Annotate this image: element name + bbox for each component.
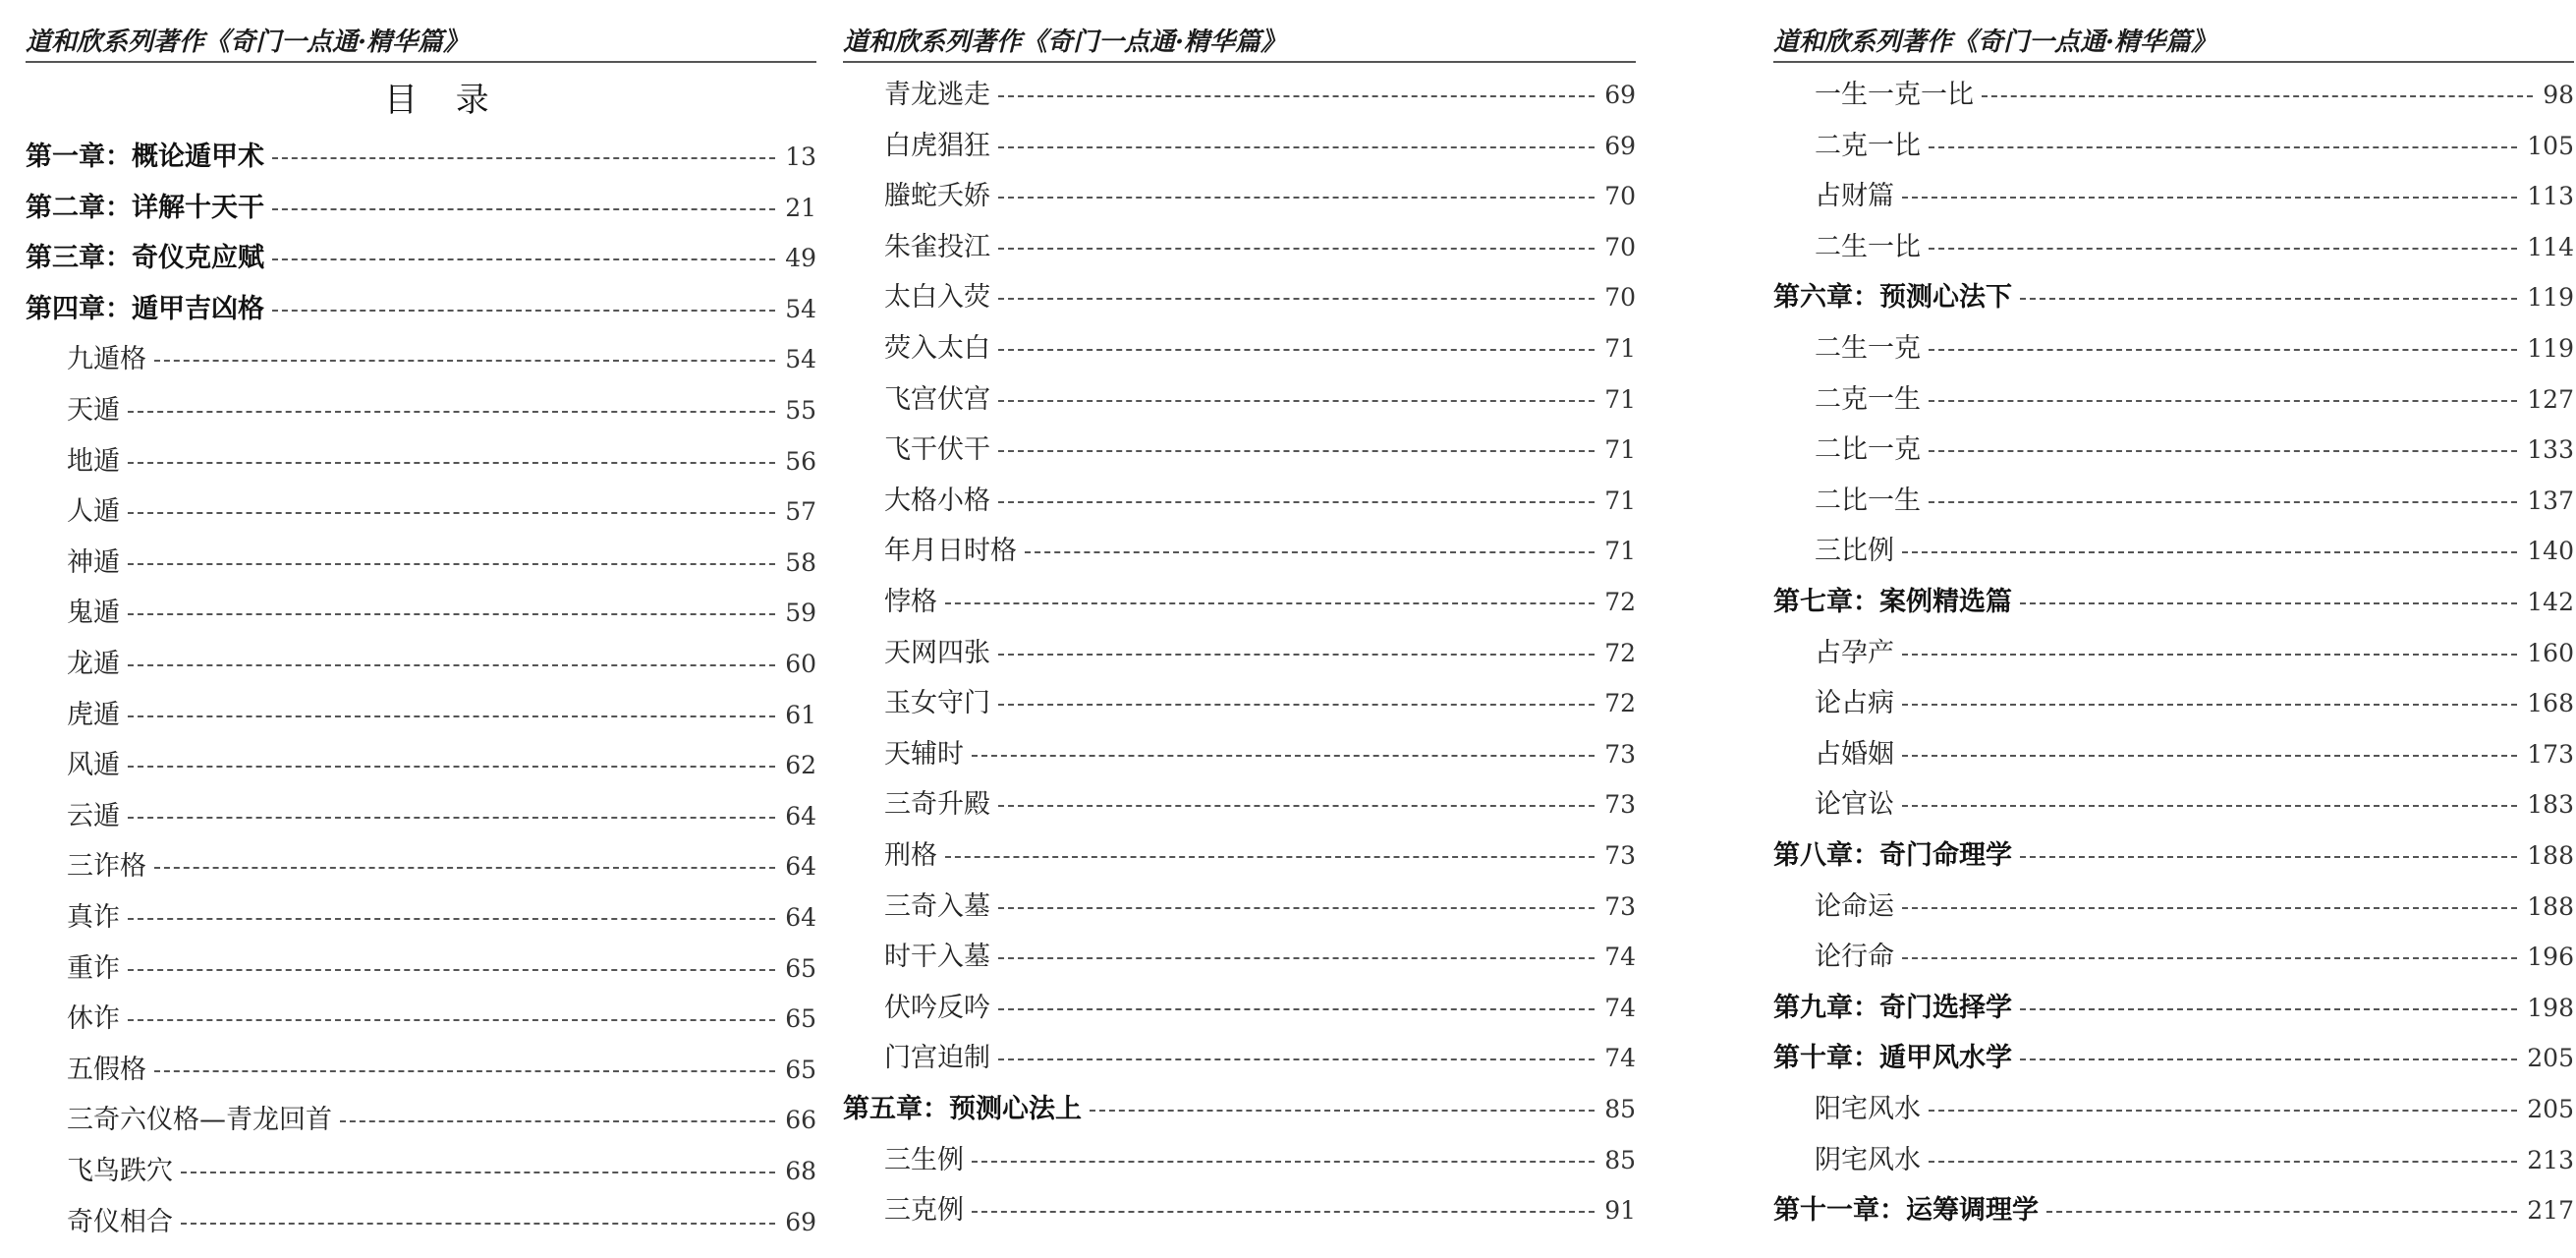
toc-section-entry bbox=[1773, 737, 2574, 772]
toc-page-number: 142 bbox=[2527, 588, 2574, 616]
dot-leader bbox=[1929, 1110, 2517, 1112]
toc-page-number: 113 bbox=[2527, 182, 2574, 211]
toc-page-number: 205 bbox=[2527, 1044, 2574, 1073]
toc-section-entry bbox=[1773, 1143, 2574, 1178]
toc-entry-label: 飞干伏干 bbox=[884, 434, 990, 466]
toc-page-number: 217 bbox=[2527, 1196, 2574, 1226]
toc-entry-label: 论行命 bbox=[1815, 942, 1894, 973]
toc-entry-label: 天辅时 bbox=[884, 738, 964, 770]
dot-leader bbox=[128, 664, 775, 666]
dot-leader bbox=[1025, 551, 1595, 553]
dot-leader bbox=[998, 1008, 1595, 1010]
dot-leader bbox=[181, 1172, 775, 1173]
dot-leader bbox=[998, 907, 1595, 909]
toc-page-number: 168 bbox=[2527, 689, 2574, 718]
dot-leader bbox=[2020, 856, 2517, 858]
toc-entry-label: 三克例 bbox=[884, 1195, 964, 1227]
toc-section-entry bbox=[26, 1154, 816, 1189]
toc-page-number: 65 bbox=[785, 953, 816, 983]
toc-page-number: 21 bbox=[785, 193, 816, 222]
toc-page-number: 205 bbox=[2527, 1095, 2574, 1123]
toc-page-number: 55 bbox=[785, 396, 816, 425]
toc-page-number: 213 bbox=[2527, 1145, 2574, 1174]
dot-leader bbox=[128, 512, 775, 514]
toc-page-number: 60 bbox=[785, 650, 816, 678]
dot-leader bbox=[1929, 1161, 2517, 1163]
dot-leader bbox=[1929, 501, 2517, 503]
toc-entry-label: 第五章：预测心法上 bbox=[843, 1094, 1082, 1124]
toc-entry-label: 论占病 bbox=[1815, 688, 1894, 719]
dot-leader bbox=[154, 1070, 775, 1072]
dot-leader bbox=[272, 310, 775, 312]
toc-page-number: 59 bbox=[785, 599, 816, 628]
dot-leader bbox=[128, 462, 775, 464]
toc-page-number: 69 bbox=[1604, 81, 1636, 109]
toc-entry-label: 三奇入墓 bbox=[884, 890, 990, 922]
toc-page-number: 62 bbox=[785, 751, 816, 780]
dot-leader bbox=[1982, 95, 2533, 97]
dot-leader bbox=[1929, 248, 2517, 250]
toc-page-number: 74 bbox=[1604, 993, 1636, 1022]
dot-leader bbox=[128, 1019, 775, 1021]
toc-page-number: 173 bbox=[2527, 739, 2574, 769]
running-header: 道和欣系列著作《奇门一点通·精华篇》 bbox=[26, 28, 470, 57]
toc-section-entry bbox=[843, 382, 1636, 418]
toc-page-number: 74 bbox=[1604, 1044, 1636, 1073]
toc-entry-label: 重诈 bbox=[67, 952, 120, 984]
toc-page-number: 73 bbox=[1604, 841, 1636, 870]
toc-section-entry bbox=[1773, 940, 2574, 975]
dot-leader bbox=[998, 400, 1595, 402]
toc-section-entry bbox=[843, 331, 1636, 367]
toc-section-entry bbox=[26, 951, 816, 987]
toc-chapter-entry bbox=[26, 241, 816, 276]
toc-chapter-entry bbox=[26, 140, 816, 175]
dot-leader bbox=[998, 805, 1595, 807]
toc-page-number: 64 bbox=[785, 903, 816, 932]
toc-entry-label: 第九章：奇门选择学 bbox=[1773, 992, 2012, 1023]
toc-page-number: 72 bbox=[1604, 588, 1636, 616]
toc-section-entry bbox=[26, 1053, 816, 1088]
toc-entry-label: 第二章：详解十天干 bbox=[26, 192, 264, 223]
toc-chapter-entry bbox=[1773, 1041, 2574, 1076]
toc-chapter-entry bbox=[1773, 280, 2574, 315]
toc-section-entry bbox=[1773, 78, 2574, 113]
toc-page-number: 72 bbox=[1604, 638, 1636, 667]
dot-leader bbox=[945, 856, 1595, 858]
toc-entry-label: 占财篇 bbox=[1815, 181, 1894, 212]
toc-entry-label: 占孕产 bbox=[1815, 637, 1894, 668]
toc-column-3 bbox=[1773, 0, 2574, 1258]
toc-section-entry bbox=[843, 889, 1636, 925]
toc-section-entry bbox=[1773, 484, 2574, 519]
toc-entry-label: 时干入墓 bbox=[884, 942, 990, 973]
dot-leader bbox=[1929, 349, 2517, 351]
dot-leader bbox=[998, 501, 1595, 503]
toc-section-entry bbox=[843, 230, 1636, 265]
toc-page-number: 119 bbox=[2527, 334, 2574, 363]
toc-entry-label: 休诈 bbox=[67, 1003, 120, 1035]
toc-page-number: 137 bbox=[2527, 486, 2574, 515]
toc-entry-label: 三奇升殿 bbox=[884, 789, 990, 821]
toc-section-entry bbox=[26, 799, 816, 834]
toc-chapter-entry bbox=[1773, 838, 2574, 874]
toc-entry-label: 朱雀投江 bbox=[884, 231, 990, 262]
dot-leader bbox=[340, 1120, 775, 1122]
dot-leader bbox=[998, 704, 1595, 706]
toc-page-number: 114 bbox=[2527, 232, 2574, 261]
toc-page-number: 133 bbox=[2527, 435, 2574, 465]
dot-leader bbox=[2046, 1211, 2517, 1213]
toc-section-entry bbox=[1773, 129, 2574, 164]
toc-entry-label: 刑格 bbox=[884, 840, 937, 871]
toc-page-number: 69 bbox=[785, 1207, 816, 1236]
toc-page-number: 73 bbox=[1604, 790, 1636, 820]
toc-entry-label: 五假格 bbox=[67, 1054, 146, 1085]
dot-leader bbox=[2020, 1008, 2517, 1010]
toc-page-number: 198 bbox=[2527, 993, 2574, 1022]
toc-entry-label: 二比一生 bbox=[1815, 485, 1921, 516]
toc-page-number: 70 bbox=[1604, 283, 1636, 313]
toc-entry-label: 三奇六仪格—青龙回首 bbox=[67, 1105, 332, 1136]
toc-entry-label: 论官讼 bbox=[1815, 789, 1894, 821]
dot-leader bbox=[1902, 551, 2517, 553]
toc-page-number: 160 bbox=[2527, 638, 2574, 667]
toc-section-entry bbox=[1773, 1092, 2574, 1127]
toc-entry-label: 第十章：遁甲风水学 bbox=[1773, 1043, 2012, 1074]
toc-section-entry bbox=[843, 432, 1636, 468]
toc-page-number: 71 bbox=[1604, 334, 1636, 363]
toc-entry-label: 三诈格 bbox=[67, 851, 146, 883]
dot-leader bbox=[998, 146, 1595, 148]
toc-entry-label: 人遁 bbox=[67, 496, 120, 528]
toc-entry-label: 白虎猖狂 bbox=[884, 130, 990, 161]
toc-page-number: 64 bbox=[785, 801, 816, 830]
dot-leader bbox=[128, 817, 775, 819]
toc-entry-label: 云遁 bbox=[67, 800, 120, 831]
toc-page-number: 73 bbox=[1604, 891, 1636, 921]
toc-page-number: 54 bbox=[785, 345, 816, 374]
toc-page-number: 74 bbox=[1604, 943, 1636, 972]
toc-entry-label: 螣蛇夭娇 bbox=[884, 181, 990, 212]
toc-page-number: 70 bbox=[1604, 232, 1636, 261]
toc-section-entry bbox=[26, 1103, 816, 1138]
dot-leader bbox=[154, 360, 775, 362]
dot-leader bbox=[154, 867, 775, 869]
toc-entry-label: 论命运 bbox=[1815, 890, 1894, 922]
toc-entry-label: 地遁 bbox=[67, 445, 120, 477]
toc-page-number: 127 bbox=[2527, 384, 2574, 414]
dot-leader bbox=[1929, 146, 2517, 148]
header-rule bbox=[26, 61, 816, 63]
toc-page-number: 71 bbox=[1604, 537, 1636, 566]
dot-leader bbox=[272, 157, 775, 159]
toc-entry-label: 阴宅风水 bbox=[1815, 1144, 1921, 1175]
dot-leader bbox=[998, 197, 1595, 199]
toc-page-number: 105 bbox=[2527, 131, 2574, 160]
dot-leader bbox=[1902, 805, 2517, 807]
toc-section-entry bbox=[1773, 889, 2574, 925]
toc-page-number: 188 bbox=[2527, 841, 2574, 870]
dot-leader bbox=[998, 450, 1595, 452]
toc-page-number: 71 bbox=[1604, 486, 1636, 515]
dot-leader bbox=[998, 95, 1595, 97]
dot-leader bbox=[1902, 197, 2517, 199]
running-header: 道和欣系列著作《奇门一点通·精华篇》 bbox=[843, 28, 1287, 57]
toc-section-entry bbox=[843, 129, 1636, 164]
toc-entry-label: 飞鸟跌穴 bbox=[67, 1156, 173, 1186]
toc-entry-label: 二克一生 bbox=[1815, 383, 1921, 415]
toc-page-number: 65 bbox=[785, 1004, 816, 1034]
toc-page-number: 54 bbox=[785, 294, 816, 323]
toc-entry-label: 风遁 bbox=[67, 750, 120, 781]
toc-chapter-entry bbox=[1773, 991, 2574, 1026]
toc-page-number: 188 bbox=[2527, 891, 2574, 921]
toc-section-entry bbox=[26, 494, 816, 530]
toc-section-entry bbox=[26, 1001, 816, 1037]
toc-entry-label: 第八章：奇门命理学 bbox=[1773, 840, 2012, 871]
toc-entry-label: 第十一章：运筹调理学 bbox=[1773, 1195, 2039, 1227]
toc-section-entry bbox=[843, 737, 1636, 772]
toc-section-entry bbox=[1773, 686, 2574, 721]
dot-leader bbox=[945, 602, 1595, 604]
toc-page-number: 58 bbox=[785, 547, 816, 577]
toc-entry-label: 第七章：案例精选篇 bbox=[1773, 587, 2012, 617]
dot-leader bbox=[1902, 704, 2517, 706]
dot-leader bbox=[128, 969, 775, 971]
toc-section-entry bbox=[843, 991, 1636, 1026]
toc-section-entry bbox=[26, 342, 816, 377]
toc-entry-label: 鬼遁 bbox=[67, 598, 120, 629]
toc-entry-label: 真诈 bbox=[67, 902, 120, 933]
toc-section-entry bbox=[843, 1143, 1636, 1178]
toc-section-entry bbox=[1773, 432, 2574, 468]
running-header: 道和欣系列著作《奇门一点通·精华篇》 bbox=[1773, 28, 2217, 57]
toc-entry-label: 悖格 bbox=[884, 587, 937, 617]
dot-leader bbox=[128, 715, 775, 717]
toc-section-entry bbox=[843, 787, 1636, 823]
toc-section-entry bbox=[26, 647, 816, 682]
toc-column-2 bbox=[843, 0, 1636, 1258]
toc-entry-label: 太白入荧 bbox=[884, 282, 990, 314]
toc-section-entry bbox=[843, 1193, 1636, 1229]
toc-page-number: 98 bbox=[2543, 81, 2574, 109]
toc-chapter-entry bbox=[843, 1092, 1636, 1127]
toc-entry-label: 年月日时格 bbox=[884, 536, 1017, 567]
dot-leader bbox=[972, 755, 1595, 757]
toc-page-number: 85 bbox=[1604, 1145, 1636, 1174]
toc-entry-label: 虎遁 bbox=[67, 699, 120, 730]
toc-entry-label: 二比一克 bbox=[1815, 434, 1921, 466]
toc-section-entry bbox=[26, 444, 816, 480]
toc-page-number: 91 bbox=[1604, 1196, 1636, 1226]
toc-entry-label: 二生一比 bbox=[1815, 231, 1921, 262]
toc-entry-label: 三生例 bbox=[884, 1144, 964, 1175]
dot-leader bbox=[1090, 1110, 1595, 1112]
toc-entry-label: 荧入太白 bbox=[884, 333, 990, 364]
toc-page-number: 56 bbox=[785, 446, 816, 476]
toc-entry-label: 九遁格 bbox=[67, 344, 146, 375]
dot-leader bbox=[2020, 602, 2517, 604]
toc-chapter-entry bbox=[1773, 1193, 2574, 1229]
toc-section-entry bbox=[26, 545, 816, 581]
toc-page-number: 71 bbox=[1604, 435, 1636, 465]
toc-section-entry bbox=[26, 596, 816, 631]
dot-leader bbox=[128, 613, 775, 615]
toc-section-entry bbox=[26, 900, 816, 936]
dot-leader bbox=[998, 654, 1595, 656]
toc-chapter-entry bbox=[1773, 585, 2574, 620]
dot-leader bbox=[1902, 957, 2517, 959]
toc-section-entry bbox=[843, 179, 1636, 214]
dot-leader bbox=[272, 208, 775, 210]
toc-section-entry bbox=[1773, 179, 2574, 214]
dot-leader bbox=[998, 957, 1595, 959]
toc-page-number: 72 bbox=[1604, 689, 1636, 718]
toc-page-number: 66 bbox=[785, 1106, 816, 1135]
toc-section-entry bbox=[843, 838, 1636, 874]
toc-section-entry bbox=[26, 698, 816, 733]
dot-leader bbox=[998, 349, 1595, 351]
dot-leader bbox=[181, 1223, 775, 1225]
dot-leader bbox=[1902, 654, 2517, 656]
toc-entry-label: 神遁 bbox=[67, 546, 120, 578]
toc-chapter-entry bbox=[26, 191, 816, 226]
dot-leader bbox=[1902, 755, 2517, 757]
dot-leader bbox=[1929, 400, 2517, 402]
toc-page-number: 61 bbox=[785, 700, 816, 729]
toc-entry-label: 飞宫伏宫 bbox=[884, 383, 990, 415]
toc-section-entry bbox=[843, 1041, 1636, 1076]
toc-page-number: 119 bbox=[2527, 283, 2574, 313]
toc-entry-label: 二克一比 bbox=[1815, 130, 1921, 161]
toc-page-number: 68 bbox=[785, 1157, 816, 1185]
dot-leader bbox=[272, 258, 775, 260]
toc-page-number: 13 bbox=[785, 143, 816, 171]
toc-page-number: 64 bbox=[785, 852, 816, 882]
toc-chapter-entry bbox=[26, 292, 816, 327]
header-rule bbox=[843, 61, 1636, 63]
toc-section-entry bbox=[843, 585, 1636, 620]
toc-entry-label: 天网四张 bbox=[884, 637, 990, 668]
toc-section-entry bbox=[843, 484, 1636, 519]
toc-section-entry bbox=[1773, 382, 2574, 418]
toc-page-number: 71 bbox=[1604, 384, 1636, 414]
toc-page-number: 49 bbox=[785, 244, 816, 273]
toc-section-entry bbox=[1773, 636, 2574, 671]
toc-page-number: 183 bbox=[2527, 790, 2574, 820]
toc-entry-label: 第四章：遁甲吉凶格 bbox=[26, 293, 264, 324]
toc-entry-label: 第三章：奇仪克应赋 bbox=[26, 243, 264, 274]
dot-leader bbox=[998, 298, 1595, 300]
toc-entry-label: 阳宅风水 bbox=[1815, 1094, 1921, 1124]
dot-leader bbox=[1902, 907, 2517, 909]
toc-page-number: 57 bbox=[785, 497, 816, 527]
toc-page-number: 85 bbox=[1604, 1095, 1636, 1123]
toc-entry-label: 伏吟反吟 bbox=[884, 992, 990, 1023]
toc-section-entry bbox=[26, 1205, 816, 1240]
toc-section-entry bbox=[843, 686, 1636, 721]
header-rule bbox=[1773, 61, 2574, 63]
dot-leader bbox=[1929, 450, 2517, 452]
toc-entry-label: 占婚姻 bbox=[1815, 738, 1894, 770]
dot-leader bbox=[998, 1058, 1595, 1060]
toc-column-1 bbox=[26, 0, 816, 1258]
toc-entry-label: 第六章：预测心法下 bbox=[1773, 282, 2012, 314]
dot-leader bbox=[972, 1161, 1595, 1163]
toc-page-number: 70 bbox=[1604, 182, 1636, 211]
toc-entry-label: 一生一克一比 bbox=[1815, 80, 1974, 110]
toc-section-entry bbox=[26, 849, 816, 885]
toc-entry-label: 第一章：概论遁甲术 bbox=[26, 142, 264, 172]
toc-section-entry bbox=[843, 534, 1636, 569]
dot-leader bbox=[128, 411, 775, 413]
toc-section-entry bbox=[843, 78, 1636, 113]
dot-leader bbox=[2020, 1058, 2517, 1060]
toc-section-entry bbox=[1773, 230, 2574, 265]
toc-page-number: 69 bbox=[1604, 131, 1636, 160]
toc-section-entry bbox=[1773, 787, 2574, 823]
toc-section-entry bbox=[1773, 331, 2574, 367]
dot-leader bbox=[2020, 298, 2517, 300]
dot-leader bbox=[128, 563, 775, 565]
toc-section-entry bbox=[843, 280, 1636, 315]
toc-section-entry bbox=[26, 393, 816, 429]
toc-section-entry bbox=[1773, 534, 2574, 569]
dot-leader bbox=[972, 1211, 1595, 1213]
toc-entry-label: 奇仪相合 bbox=[67, 1206, 173, 1237]
toc-entry-label: 玉女守门 bbox=[884, 688, 990, 719]
toc-section-entry bbox=[843, 940, 1636, 975]
toc-page-number: 73 bbox=[1604, 739, 1636, 769]
toc-entry-label: 天遁 bbox=[67, 395, 120, 426]
toc-title: 目 录 bbox=[384, 81, 503, 120]
toc-entry-label: 青龙逃走 bbox=[884, 80, 990, 110]
toc-entry-label: 三比例 bbox=[1815, 536, 1894, 567]
toc-entry-label: 龙遁 bbox=[67, 649, 120, 679]
dot-leader bbox=[998, 248, 1595, 250]
dot-leader bbox=[128, 918, 775, 920]
toc-section-entry bbox=[843, 636, 1636, 671]
toc-entry-label: 二生一克 bbox=[1815, 333, 1921, 364]
toc-section-entry bbox=[26, 748, 816, 783]
toc-entry-label: 大格小格 bbox=[884, 485, 990, 516]
dot-leader bbox=[128, 766, 775, 768]
toc-entry-label: 门宫迫制 bbox=[884, 1043, 990, 1074]
toc-page-number: 196 bbox=[2527, 943, 2574, 972]
toc-page-number: 140 bbox=[2527, 537, 2574, 566]
toc-page-number: 65 bbox=[785, 1055, 816, 1084]
